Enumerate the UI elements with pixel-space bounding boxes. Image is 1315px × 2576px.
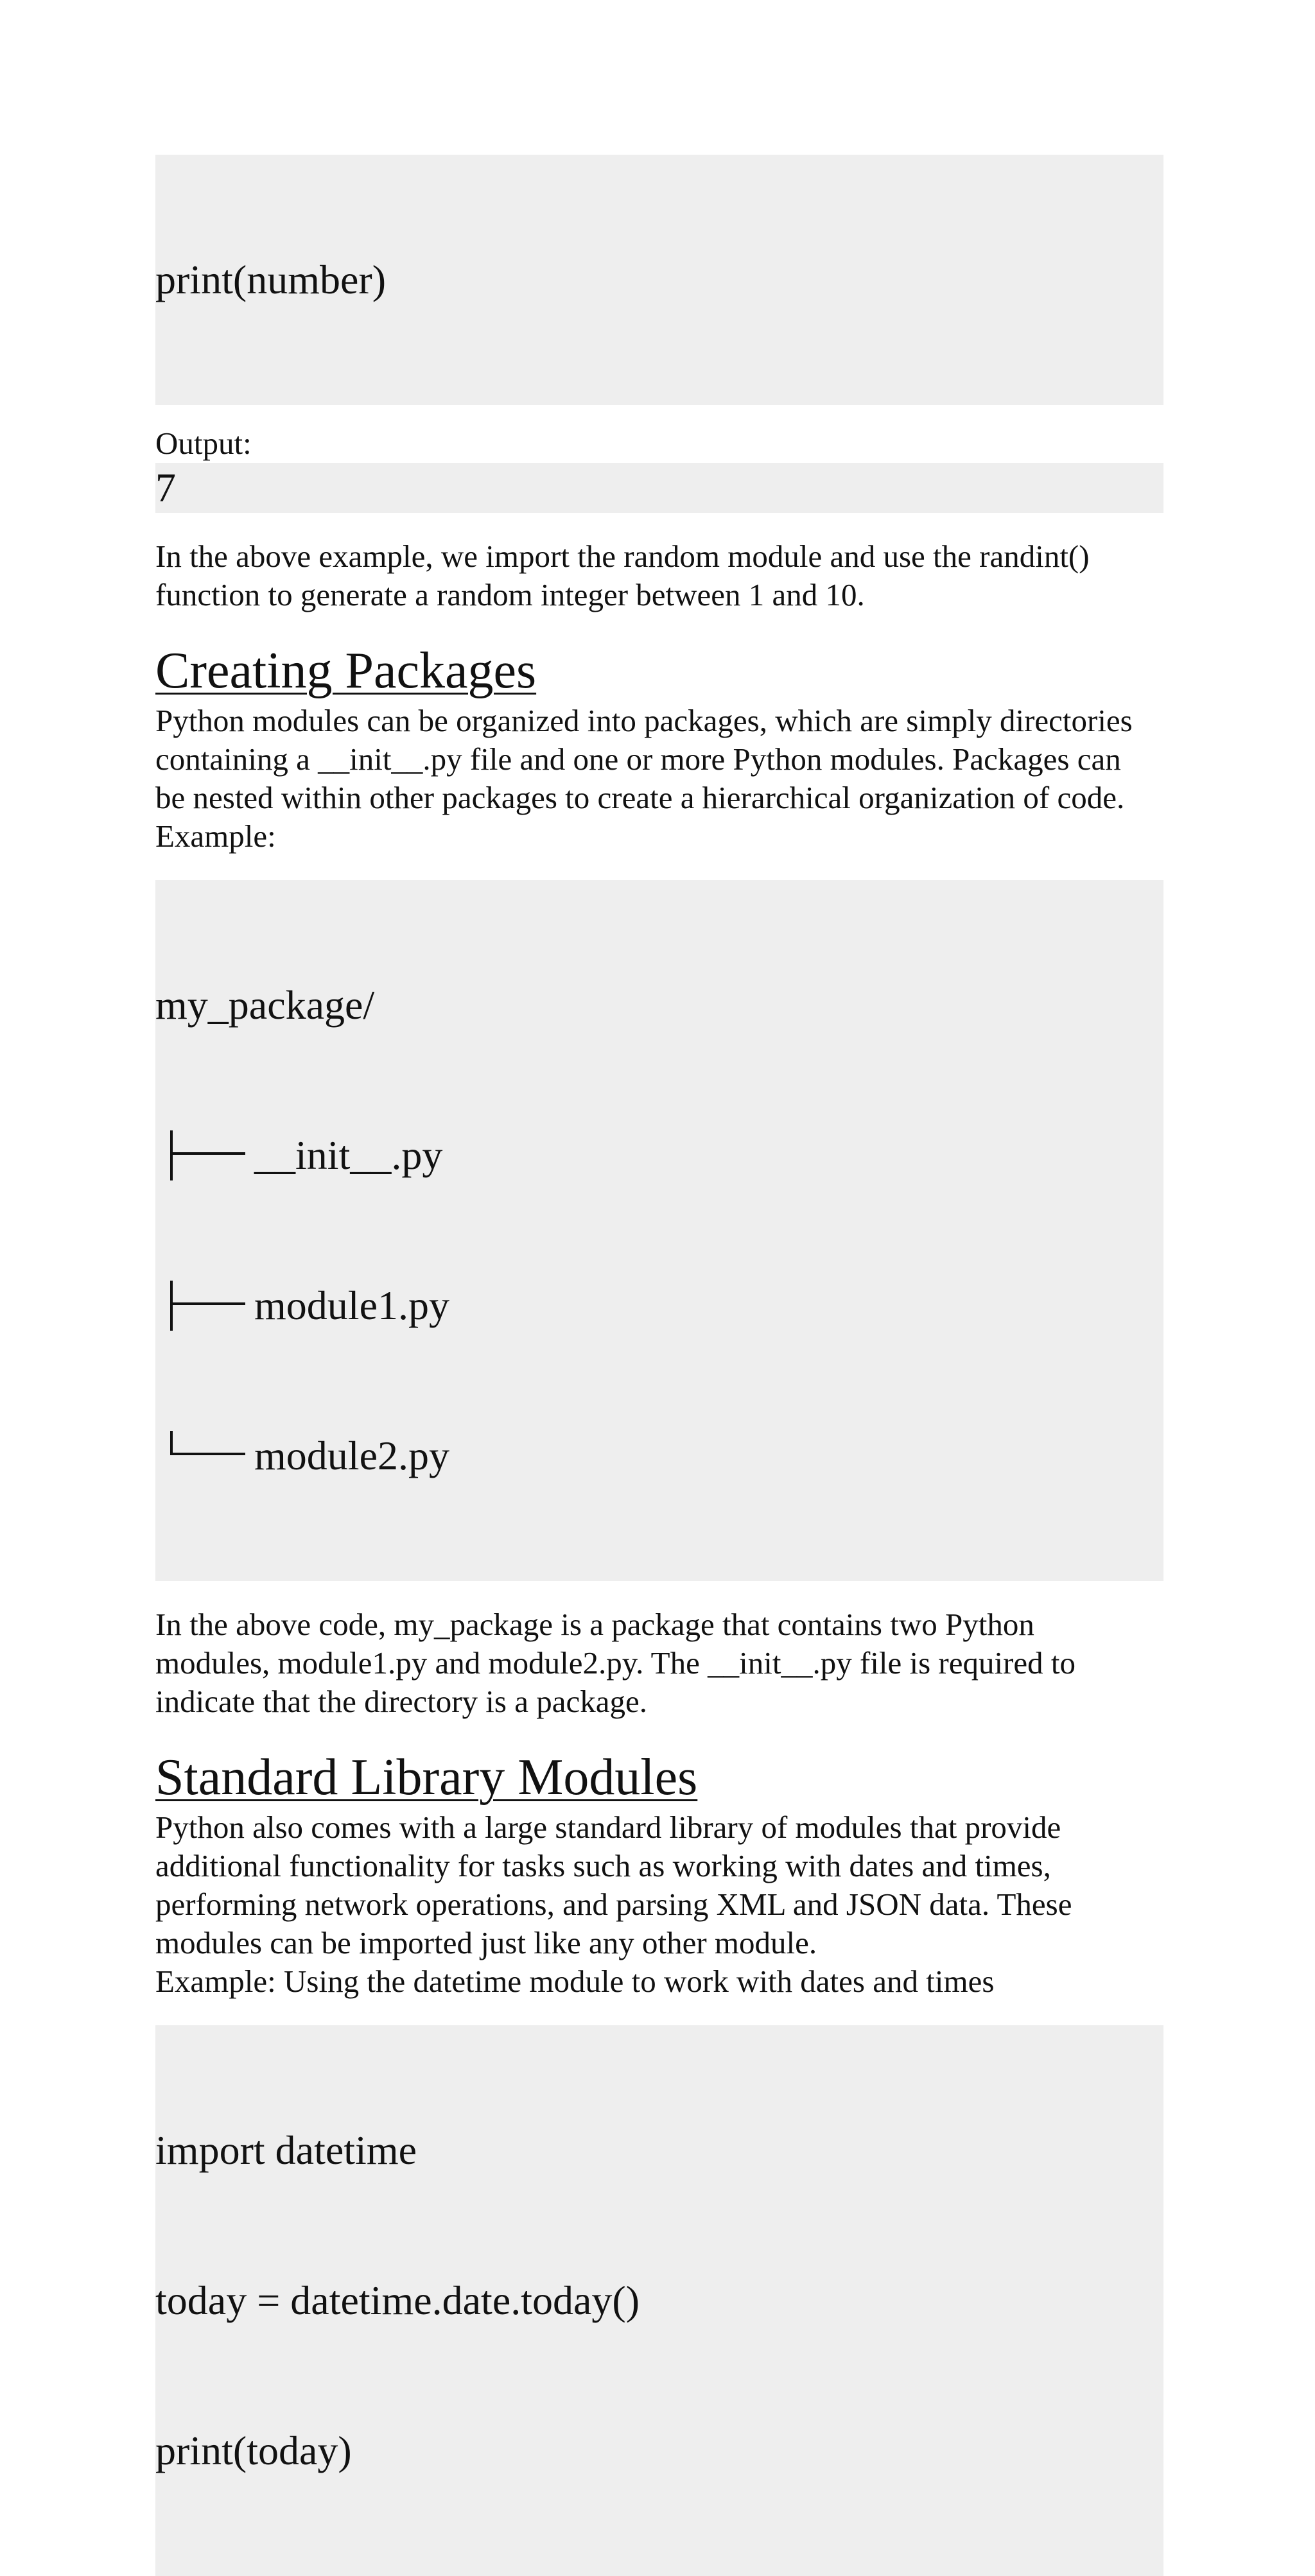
code-block-datetime (155, 2025, 1163, 2576)
paragraph-line: Example: Using the datetime module to work with dates and times (155, 1964, 995, 1999)
code-line: print(today) (155, 2428, 352, 2473)
paragraph-packages (155, 702, 1163, 856)
paragraph-line: indicate that the directory is a package. (155, 1684, 647, 1719)
paragraph-line: Python modules can be organized into packages, which are simply directories (155, 703, 1133, 738)
code-line: import datetime (155, 2127, 417, 2173)
tree-last-branch-icon (170, 1431, 245, 1481)
tree-item (155, 1281, 1163, 1331)
heading-standard-library-modules: Standard Library Modules (155, 1749, 698, 1806)
tree-item (155, 1130, 1163, 1180)
tree-item-name: module1.py (254, 1283, 449, 1328)
tree-item-name: __init__.py (254, 1132, 443, 1178)
paragraph-line: modules can be imported just like any other module. (155, 1925, 817, 1960)
code-line: today = datetime.date.today() (155, 2278, 640, 2323)
directory-tree-block (155, 880, 1163, 1581)
tree-branch-icon (170, 1130, 245, 1180)
paragraph-line: be nested within other packages to create a hierarchical organization of code. (155, 780, 1125, 815)
tree-root: my_package/ (155, 982, 375, 1028)
tree-item (155, 1431, 1163, 1481)
paragraph-package-explanation (155, 1605, 1163, 1721)
code-line: print(number) (155, 257, 386, 302)
paragraph-random-example (155, 537, 1163, 614)
paragraph-line: Python also comes with a large standard library of modules that provide (155, 1810, 1061, 1845)
paragraph-line: function to generate a random integer between 1 and 10. (155, 577, 865, 612)
heading-creating-packages: Creating Packages (155, 643, 537, 699)
paragraph-line: containing a __init__.py file and one or more Python modules. Packages can (155, 741, 1121, 777)
tree-item-name: module2.py (254, 1433, 449, 1478)
code-block-print-number (155, 155, 1163, 405)
paragraph-line: In the above code, my_package is a package that contains two Python (155, 1607, 1034, 1642)
tree-branch-icon (170, 1281, 245, 1331)
document-page (155, 155, 1163, 2576)
paragraph-standard-library (155, 1808, 1163, 2001)
paragraph-line: In the above example, we import the random module and use the randint() (155, 539, 1090, 574)
paragraph-line: additional functionality for tasks such as working with dates and times, (155, 1848, 1051, 1883)
paragraph-line: modules, module1.py and module2.py. The __init__.py file is required to (155, 1645, 1076, 1681)
paragraph-line: Example: (155, 818, 276, 854)
paragraph-line: performing network operations, and parsing XML and JSON data. These (155, 1887, 1072, 1922)
output-value: 7 (155, 463, 1163, 513)
output-label: Output: (155, 426, 252, 461)
